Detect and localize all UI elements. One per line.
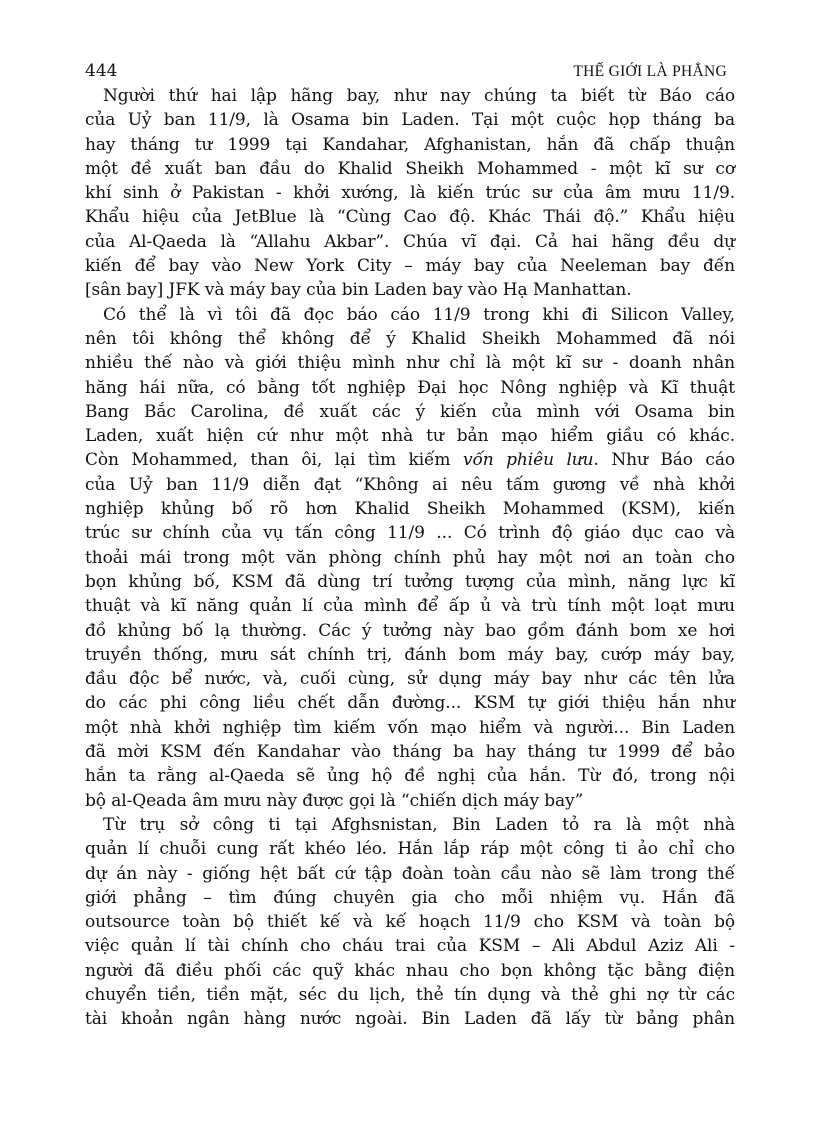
paragraph [85, 813, 735, 1032]
text-line: việc quản lí tài chính cho cháu trai của KSM – Ali Abdul Aziz Ali - [85, 936, 735, 957]
text-line: một đề xuất ban đầu do Khalid Sheikh Mohammed - một kĩ sư cơ [85, 158, 735, 179]
text-line: Khẩu hiệu của JetBlue là “Cùng Cao độ. Khác Thái độ.” Khẩu hiệu [85, 207, 735, 228]
text-line: Bang Bắc Carolina, đề xuất các ý kiến của mình với Osama bin [85, 401, 735, 422]
text-line: do các phi công liều chết dẫn đường... KSM tự giới thiệu hắn như [85, 693, 735, 714]
text-line: Từ trụ sở công ti tại Afghsnistan, Bin Laden tỏ ra là một nhà [103, 814, 735, 835]
text-line: Còn Mohammed, than ôi, lại tìm kiếm vốn phiêu lưu. Như Báo cáo [85, 450, 736, 471]
text-line: đầu độc bể nước, và, cuối cùng, sử dụng máy bay như các tên lửa [85, 669, 735, 690]
text-line: bọn khủng bố, KSM đã dùng trí tưởng tượng của mình, năng lực kĩ [85, 571, 735, 592]
text-line: bộ al-Qeada âm mưu này được gọi là “chiến dịch máy bay” [85, 790, 584, 811]
text-line: hay tháng tư 1999 tại Kandahar, Afghanistan, hắn đã chấp thuận [85, 134, 735, 155]
text-line: thuật và kĩ năng quản lí của mình để ấp ủ và trù tính một loạt mưu [85, 596, 735, 617]
text-line: một nhà khởi nghiệp tìm kiếm vốn mạo hiểm và người... Bin Laden [85, 717, 735, 738]
text-line: trúc sư chính của vụ tấn công 11/9 ... Có trình độ giáo dục cao và [85, 523, 735, 544]
text-line: thoải mái trong một văn phòng chính phủ hay một nơi an toàn cho [85, 547, 735, 568]
text-line: giới phẳng – tìm đúng chuyên gia cho mỗi nhiệm vụ. Hắn đã [85, 887, 735, 908]
text-line: Người thứ hai lập hãng bay, như nay chúng ta biết từ Báo cáo [103, 86, 735, 106]
text-line: chuyển tiền, tiền mặt, séc du lịch, thẻ tín dụng và thẻ ghi nợ từ các [85, 984, 735, 1005]
text-line: truyền thống, mưu sát chính trị, đánh bom máy bay, cướp máy bay, [85, 644, 735, 665]
text-line: [sân bay] JFK và máy bay của bin Laden bay vào Hạ Manhattan. [85, 280, 632, 301]
document-page [85, 58, 735, 1032]
text-line: đồ khủng bố lạ thường. Các ý tưởng này bao gồm đánh bom xe hơi [85, 620, 735, 641]
text-line: hắn ta rằng al-Qaeda sẽ ủng hộ đề nghị của hắn. Từ đó, trong nội [85, 766, 735, 787]
text-line: tài khoản ngân hàng nước ngoài. Bin Laden đã lấy từ bảng phân [85, 1009, 735, 1030]
paragraph [85, 303, 735, 813]
text-line: kiến để bay vào New York City – máy bay của Neeleman bay đến [85, 256, 735, 277]
text-line: của Al-Qaeda là “Allahu Akbar”. Chúa vĩ đại. Cả hai hãng đều dự [85, 231, 735, 252]
text-line: Laden, xuất hiện cứ như một nhà tư bản mạo hiểm giầu có khác. [85, 426, 735, 447]
text-line: khí sinh ở Pakistan - khởi xướng, là kiến trúc sư của âm mưu 11/9. [85, 183, 735, 204]
text-line: Có thể là vì tôi đã đọc báo cáo 11/9 trong khi đi Silicon Valley, [103, 304, 735, 325]
body-text [85, 84, 735, 1032]
text-line: quản lí chuỗi cung rất khéo léo. Hắn lắp ráp một công ti ảo chỉ cho [85, 839, 735, 860]
page-header [85, 58, 735, 84]
text-line: outsource toàn bộ thiết kế và kế hoạch 11/9 cho KSM và toàn bộ [85, 912, 735, 933]
book-title: THẾ GIỚI LÀ PHẲNG [573, 63, 727, 80]
text-line: của Uỷ ban 11/9 diễn đạt “Không ai nêu tấm gương về nhà khởi [85, 474, 735, 495]
text-line: hăng hái nữa, có bằng tốt nghiệp Đại học Nông nghiệp và Kĩ thuật [85, 377, 735, 398]
text-line: dự án này - giống hệt bất cứ tập đoàn toàn cầu nào sẽ làm trong thế [85, 863, 735, 884]
text-line: đã mời KSM đến Kandahar vào tháng ba hay tháng tư 1999 để bảo [85, 742, 735, 763]
paragraph [85, 84, 735, 303]
text-line: người đã điều phối các quỹ khác nhau cho bọn không tặc bằng điện [85, 960, 735, 981]
text-line: nghiệp khủng bố rõ hơn Khalid Sheikh Mohammed (KSM), kiến [85, 499, 735, 520]
text-line: của Uỷ ban 11/9, là Osama bin Laden. Tại một cuộc họp tháng ba [85, 110, 735, 131]
page-number: 444 [85, 61, 118, 81]
text-line: nên tôi không thể không để ý Khalid Sheikh Mohammed đã nói [85, 328, 735, 349]
text-line: nhiều thế nào và giới thiệu mình như chỉ là một kĩ sư - doanh nhân [85, 353, 735, 374]
